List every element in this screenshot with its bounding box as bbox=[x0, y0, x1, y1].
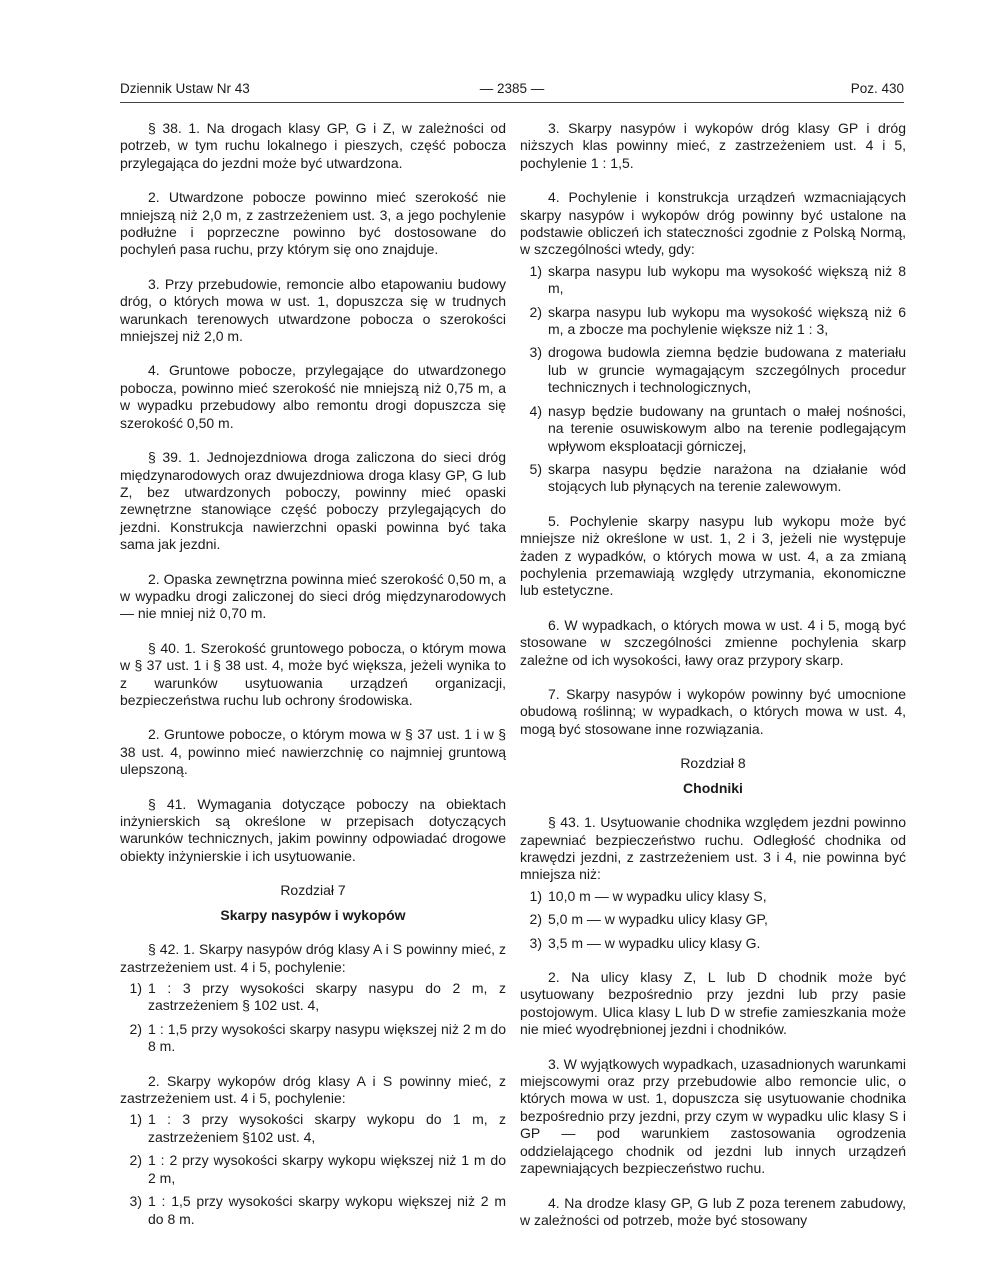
list-item bbox=[520, 935, 906, 952]
list-item-text: nasyp będzie budowany na gruntach o małej nośności, na terenie osuwiskowym albo na terenie podlegającym wpływom eksploatacji górniczej, bbox=[548, 402, 906, 454]
list-item-number: 2) bbox=[529, 303, 542, 320]
paragraph: 4. Gruntowe pobocze, przylegające do utwardzonego pobocza, powinno mieć szerokość nie mniejszą niż 0,75 m, a w wypadku przebudowy albo remontu drogi dopuszcza się szerokość 0,50 m. bbox=[120, 362, 506, 431]
list-item bbox=[520, 461, 906, 496]
list-item bbox=[520, 888, 906, 905]
paragraph: 2. Opaska zewnętrzna powinna mieć szerokość 0,50 m, a w wypadku drogi zaliczonej do sieci dróg międzynarodowych — nie mniej niż 0,70 m. bbox=[120, 570, 506, 622]
list-item-text: 1 : 3 przy wysokości skarpy wykopu do 1 m, z zastrzeżeniem §102 ust. 4, bbox=[148, 1111, 506, 1145]
paragraph: 2. Utwardzone pobocze powinno mieć szerokość nie mniejszą niż 2,0 m, z zastrzeżeniem ust. 3, a jego pochylenie podłużne i poprzeczne powinno być dostosowane do pochyleń pasa ruchu, przy którym się ono znajduje. bbox=[120, 189, 506, 258]
paragraph: 7. Skarpy nasypów i wykopów powinny być umocnione obudową roślinną; w wypadkach, o których mowa w ust. 4, mogą być stosowane inne rozwiązania. bbox=[520, 685, 906, 737]
list-item-number: 1) bbox=[129, 1111, 142, 1128]
enumerated-list bbox=[120, 1111, 506, 1227]
paragraph: 2. Na ulicy klasy Z, L lub D chodnik może być usytuowany bezpośrednio przy jezdni lub przy pasie postojowym. Ulica klasy L lub D w strefie zamieszkania może nie mieć wyodrębnionej jezdni i chodników. bbox=[520, 969, 906, 1038]
page-number: — 2385 — bbox=[479, 81, 545, 96]
list-item bbox=[120, 1193, 506, 1228]
list-item bbox=[120, 1021, 506, 1056]
list-item bbox=[120, 1111, 506, 1146]
paragraph: 3. W wyjątkowych wypadkach, uzasadnionych warunkami miejscowymi oraz przy przebudowie albo remoncie ulic, o których mowa w ust. 1, dopuszcza się usytuowanie chodnika bezpośrednio przy jezdni, przy czym w wypadku ulic klasy S i GP — pod warunkiem zastosowania ogrodzenia oddzielającego chodnik od jezdni lub innych urządzeń zapewniających bezpieczeństwo ruchu. bbox=[520, 1055, 906, 1177]
list-item-number: 5) bbox=[529, 460, 542, 477]
list-item-number: 2) bbox=[129, 1152, 142, 1169]
list-item bbox=[520, 403, 906, 455]
list-item-number: 1) bbox=[529, 887, 542, 904]
right-column bbox=[520, 120, 906, 1246]
paragraph: 4. Na drodze klasy GP, G lub Z poza terenem zabudowy, w zależności od potrzeb, może być stosowany bbox=[520, 1194, 906, 1228]
list-item-text: drogowa budowla ziemna będzie budowana z materiału lub w gruncie wymagającym szczególnych procedur technicznych i technologicznych, bbox=[548, 344, 906, 396]
list-item bbox=[120, 1152, 506, 1187]
list-item-text: 10,0 m — w wypadku ulicy klasy S, bbox=[548, 887, 767, 904]
list-item-text: skarpa nasypu lub wykopu ma wysokość większą niż 6 m, a zbocze ma pochylenie większe niż 1 : 3, bbox=[548, 303, 906, 338]
enumerated-list bbox=[520, 888, 906, 952]
paragraph: § 43. 1. Usytuowanie chodnika względem jezdni powinno zapewniać bezpieczeństwo ruchu. Odległość chodnika od krawędzi jezdni, z zastrzeżeniem ust. 3 i 4, nie powinna być mniejsza niż: bbox=[520, 814, 906, 883]
list-item-text: skarpa nasypu będzie narażona na działanie wód stojących lub płynących na terenie zalewowym. bbox=[548, 460, 906, 495]
list-item-text: 1 : 2 przy wysokości skarpy wykopu większej niż 1 m do 2 m, bbox=[148, 1152, 506, 1186]
paragraph: 2. Skarpy wykopów dróg klasy A i S powinny mieć, z zastrzeżeniem ust. 4 i 5, pochylenie: bbox=[120, 1072, 506, 1107]
list-item-text: 5,0 m — w wypadku ulicy klasy GP, bbox=[548, 911, 768, 928]
list-item bbox=[520, 344, 906, 396]
chapter-title: Chodniki bbox=[683, 780, 743, 797]
paragraph: § 40. 1. Szerokość gruntowego pobocza, o którym mowa w § 37 ust. 1 i § 38 ust. 4, może być większa, jeżeli wynika to z warunków usytuowania urządzeń organizacji, bezpieczeństwa ruchu lub ochrony środowiska. bbox=[120, 639, 506, 708]
list-item-number: 2) bbox=[129, 1020, 142, 1037]
paragraph: § 39. 1. Jednojezdniowa droga zaliczona do sieci dróg międzynarodowych oraz dwujezdniowa droga klasy GP, G lub Z, bez utwardzonych poboczy, powinny mieć opaski zewnętrzne stanowiące część poboczy przylegających do jezdni. Konstrukcja nawierzchni opaski powinna być taka sama jak jezdni. bbox=[120, 449, 506, 553]
paragraph: 3. Skarpy nasypów i wykopów dróg klasy GP i dróg niższych klas powinny mieć, z zastrzeżeniem ust. 4 i 5, pochylenie 1 : 1,5. bbox=[520, 120, 906, 171]
list-item bbox=[520, 263, 906, 298]
list-item bbox=[520, 911, 906, 928]
list-item-number: 3) bbox=[129, 1193, 142, 1210]
page-header bbox=[120, 80, 904, 100]
list-item-number: 3) bbox=[529, 344, 542, 361]
list-item-number: 3) bbox=[529, 934, 542, 951]
chapter-title: Skarpy nasypów i wykopów bbox=[220, 907, 406, 924]
chapter-number: Rozdział 8 bbox=[680, 755, 746, 772]
paragraph: § 42. 1. Skarpy nasypów dróg klasy A i S powinny mieć, z zastrzeżeniem ust. 4 i 5, pochylenie: bbox=[120, 941, 506, 975]
list-item-number: 1) bbox=[529, 262, 542, 279]
list-item-text: skarpa nasypu lub wykopu ma wysokość większą niż 8 m, bbox=[548, 262, 906, 297]
list-item bbox=[120, 980, 506, 1015]
journal-title: Dziennik Ustaw Nr 43 bbox=[120, 81, 250, 96]
paragraph: § 38. 1. Na drogach klasy GP, G i Z, w zależności od potrzeb, w tym ruchu lokalnego i pieszych, część pobocza przylegająca do jezdni może być utwardzona. bbox=[120, 120, 506, 171]
position-number: Poz. 430 bbox=[850, 81, 904, 96]
list-item bbox=[520, 304, 906, 339]
list-item-text: 1 : 1,5 przy wysokości skarpy nasypu większej niż 2 m do 8 m. bbox=[148, 1020, 506, 1055]
list-item-number: 4) bbox=[529, 402, 542, 419]
paragraph: 3. Przy przebudowie, remoncie albo etapowaniu budowy dróg, o których mowa w ust. 1, dopuszcza się w trudnych warunkach terenowych utwardzone pobocza o szerokości mniejszej niż 2,0 m. bbox=[120, 275, 506, 345]
list-item-text: 1 : 1,5 przy wysokości skarpy wykopu większej niż 2 m do 8 m. bbox=[148, 1193, 506, 1227]
paragraph: § 41. Wymagania dotyczące poboczy na obiektach inżynierskich są określone w przepisach dotyczących warunków technicznych, jakim powinny odpowiadać drogowe obiekty inżynierskie i ich usytuowanie. bbox=[120, 795, 506, 864]
list-item-number: 2) bbox=[529, 911, 542, 928]
paragraph: 4. Pochylenie i konstrukcja urządzeń wzmacniających skarpy nasypów i wykopów dróg powinny być ustalone na podstawie obliczeń ich stateczności zgodnie z Polską Normą, w szczególności wtedy, gdy: bbox=[520, 189, 906, 258]
list-item-number: 1) bbox=[129, 980, 142, 997]
left-column bbox=[120, 120, 506, 1245]
paragraph: 5. Pochylenie skarpy nasypu lub wykopu może być mniejsze niż określone w ust. 1, 2 i 3, jeżeli nie występuje żaden z wypadków, o których mowa w ust. 4, a za zmianą pochylenia przemawiają względy utrzymania, ekonomiczne lub estetyczne. bbox=[520, 512, 906, 599]
header-rule bbox=[120, 102, 904, 103]
list-item-text: 3,5 m — w wypadku ulicy klasy G. bbox=[548, 934, 761, 951]
enumerated-list bbox=[520, 263, 906, 496]
paragraph: 2. Gruntowe pobocze, o którym mowa w § 37 ust. 1 i w § 38 ust. 4, powinno mieć nawierzchnię co najmniej gruntową ulepszoną. bbox=[120, 726, 506, 778]
enumerated-list bbox=[120, 980, 506, 1056]
list-item-text: 1 : 3 przy wysokości skarpy nasypu do 2 m, z zastrzeżeniem § 102 ust. 4, bbox=[148, 980, 506, 1014]
paragraph: 6. W wypadkach, o których mowa w ust. 4 i 5, mogą być stosowane w szczególności zmienne pochylenia skarp zależne od ich wysokości, ławy oraz przypory skarp. bbox=[520, 616, 906, 668]
chapter-number: Rozdział 7 bbox=[280, 882, 346, 899]
